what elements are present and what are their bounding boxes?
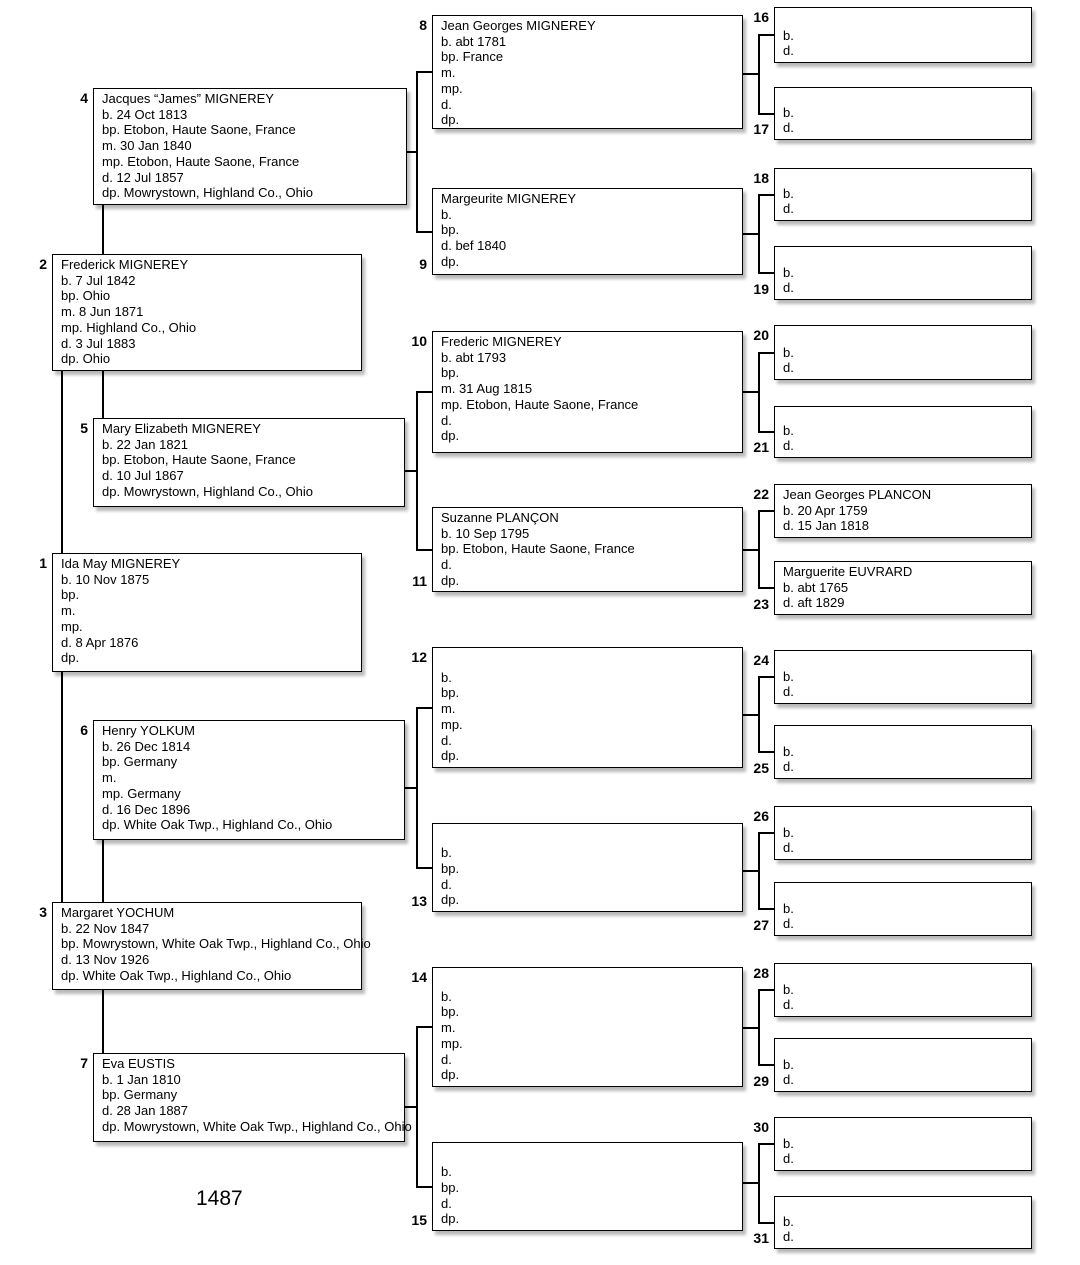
person-detail-line: bp. Etobon, Haute Saone, France	[102, 122, 296, 138]
person-detail-line: d. 28 Jan 1887	[102, 1103, 189, 1119]
person-detail-line: d.	[783, 759, 794, 775]
connector-line	[742, 1182, 760, 1184]
person-detail-line: d.	[783, 280, 794, 296]
person-number-27: 27	[753, 917, 769, 933]
person-detail-line: m.	[441, 65, 456, 81]
person-detail-line: b. 24 Oct 1813	[102, 106, 188, 122]
connector-line	[61, 370, 63, 554]
person-box-2	[52, 254, 362, 371]
person-name: Margaret YOCHUM	[61, 905, 175, 920]
person-name: Marguerite EUVRARD	[783, 564, 913, 579]
person-detail-line: m.	[61, 603, 76, 619]
person-number-21: 21	[753, 439, 769, 455]
person-box-13	[432, 823, 743, 912]
person-detail-line: d.	[441, 1195, 452, 1211]
person-number-3: 3	[39, 904, 47, 920]
person-number-8: 8	[419, 17, 427, 33]
person-detail-line: dp. White Oak Twp., Highland Co., Ohio	[102, 817, 333, 833]
person-box-6	[93, 720, 405, 840]
person-detail-line: d.	[783, 916, 794, 932]
connector-line	[758, 272, 775, 274]
person-detail-line: bp. Etobon, Haute Saone, France	[441, 541, 635, 557]
person-detail-line: d.	[783, 684, 794, 700]
connector-line	[758, 194, 775, 196]
connector-line	[416, 1026, 433, 1028]
person-box-18	[774, 168, 1032, 221]
person-detail-line: m. 8 Jun 1871	[61, 304, 144, 320]
person-detail-line: d.	[441, 1051, 452, 1067]
connector-line	[758, 1143, 775, 1145]
person-detail-line: bp.	[61, 587, 80, 603]
person-box-24	[774, 650, 1032, 704]
person-detail-line: b. 10 Nov 1875	[61, 571, 150, 587]
connector-line	[404, 470, 418, 472]
person-box-16	[774, 7, 1032, 63]
person-detail-line: bp.	[441, 685, 460, 701]
person-box-9	[432, 188, 743, 275]
connector-line	[742, 549, 760, 551]
person-box-27	[774, 882, 1032, 936]
connector-line	[742, 1027, 760, 1029]
person-detail-line: dp.	[441, 748, 460, 764]
person-name: Jean Georges MIGNEREY	[441, 18, 596, 33]
person-detail-line: bp.	[441, 860, 460, 876]
person-detail-line: dp. Mowrystown, Highland Co., Ohio	[102, 483, 313, 499]
person-detail-line: b.	[783, 264, 794, 280]
person-box-3	[52, 902, 371, 990]
person-detail-line: d.	[441, 412, 452, 428]
person-detail-line: d. 8 Apr 1876	[61, 634, 139, 650]
person-number-9: 9	[419, 256, 427, 272]
person-detail-line: bp. Ohio	[61, 288, 111, 304]
person-detail-line: d. 13 Nov 1926	[61, 952, 150, 968]
connector-line	[742, 233, 760, 235]
person-box-20	[774, 325, 1032, 380]
person-box-17	[774, 87, 1032, 140]
person-detail-line: bp.	[441, 365, 460, 381]
person-detail-line: bp.	[441, 1004, 460, 1020]
person-detail-line: b. abt 1793	[441, 349, 507, 365]
connector-line	[416, 707, 433, 709]
person-number-11: 11	[412, 573, 427, 589]
person-detail-line: b.	[783, 1056, 794, 1072]
person-detail-line: m. 30 Jan 1840	[102, 138, 192, 154]
person-detail-line: bp. France	[441, 49, 504, 65]
person-number-15: 15	[411, 1212, 427, 1228]
person-detail-line: dp.	[441, 572, 460, 588]
connector-line	[758, 431, 775, 433]
person-detail-line: dp.	[441, 253, 460, 269]
connector-line	[742, 714, 760, 716]
person-number-13: 13	[411, 893, 427, 909]
person-box-19	[774, 246, 1032, 300]
person-detail-line: b. 22 Nov 1847	[61, 920, 150, 936]
person-detail-line: dp. Mowrystown, Highland Co., Ohio	[102, 185, 313, 201]
person-detail-line: d. 12 Jul 1857	[102, 169, 184, 185]
person-detail-line: m. 31 Aug 1815	[441, 381, 533, 397]
person-box-23	[774, 561, 1032, 615]
person-detail-line: d.	[783, 438, 794, 454]
connector-line	[416, 231, 433, 233]
person-box-10	[432, 331, 743, 453]
person-name: Eva EUSTIS	[102, 1056, 175, 1071]
person-detail-line: mp. Etobon, Haute Saone, France	[441, 396, 639, 412]
person-detail-line: bp.	[441, 1179, 460, 1195]
person-number-31: 31	[753, 1230, 769, 1246]
person-number-28: 28	[753, 965, 769, 981]
person-detail-line: mp. Highland Co., Ohio	[61, 319, 197, 335]
person-box-15	[432, 1142, 743, 1231]
person-number-14: 14	[411, 969, 427, 985]
person-detail-line: bp. Germany	[102, 1087, 178, 1103]
person-box-4	[93, 88, 407, 205]
person-detail-line: mp.	[61, 618, 83, 634]
person-box-14	[432, 967, 743, 1087]
person-detail-line: b. 7 Jul 1842	[61, 272, 136, 288]
connector-line	[416, 71, 433, 73]
person-box-5	[93, 418, 405, 507]
person-detail-line: bp. Mowrystown, White Oak Twp., Highland Co., Ohio	[61, 936, 371, 952]
person-detail-line: m.	[102, 770, 117, 786]
person-detail-line: dp.	[441, 428, 460, 444]
person-detail-line: b.	[783, 422, 794, 438]
person-detail-line: b.	[783, 185, 794, 201]
person-number-6: 6	[80, 722, 88, 738]
person-name: Suzanne PLANÇON	[441, 510, 559, 525]
person-detail-line: d.	[783, 1151, 794, 1167]
person-detail-line: bp. Germany	[102, 754, 178, 770]
person-box-26	[774, 806, 1032, 860]
person-detail-line: b.	[441, 988, 452, 1004]
person-detail-line: bp.	[441, 222, 460, 238]
person-detail-line: b. 26 Dec 1814	[102, 738, 191, 754]
person-box-22	[774, 484, 1032, 538]
person-detail-line: d.	[783, 43, 794, 59]
person-detail-line: d. 15 Jan 1818	[783, 518, 870, 534]
person-detail-line: d.	[441, 876, 452, 892]
person-detail-line: b. abt 1781	[441, 33, 507, 49]
person-detail-line: dp. White Oak Twp., Highland Co., Ohio	[61, 967, 292, 983]
connector-line	[416, 1186, 433, 1188]
person-detail-line: bp. Etobon, Haute Saone, France	[102, 452, 296, 468]
person-detail-line: d.	[441, 732, 452, 748]
connector-line	[758, 1064, 775, 1066]
person-detail-line: dp.	[441, 1067, 460, 1083]
person-detail-line: b.	[783, 27, 794, 43]
person-number-25: 25	[753, 760, 769, 776]
person-box-11	[432, 507, 743, 592]
person-number-20: 20	[753, 327, 769, 343]
person-detail-line: b.	[783, 743, 794, 759]
person-detail-line: b. abt 1765	[783, 579, 849, 595]
connector-line	[758, 751, 775, 753]
person-number-16: 16	[753, 9, 769, 25]
person-box-28	[774, 963, 1032, 1017]
person-box-1	[52, 553, 362, 672]
person-number-29: 29	[753, 1073, 769, 1089]
person-detail-line: d. 16 Dec 1896	[102, 801, 191, 817]
person-detail-line: dp. Ohio	[61, 351, 111, 367]
person-detail-line: mp.	[441, 1035, 463, 1051]
person-detail-line: d.	[783, 1072, 794, 1088]
person-detail-line: dp.	[441, 1211, 460, 1227]
connector-line	[742, 391, 760, 393]
connector-line	[758, 989, 775, 991]
person-detail-line: m.	[441, 1020, 456, 1036]
person-detail-line: b.	[783, 981, 794, 997]
person-number-23: 23	[753, 596, 769, 612]
connector-line	[406, 151, 418, 153]
person-number-7: 7	[80, 1055, 88, 1071]
connector-line	[416, 391, 433, 393]
person-detail-line: d.	[441, 96, 452, 112]
person-box-29	[774, 1038, 1032, 1092]
person-detail-line: b.	[783, 824, 794, 840]
person-detail-line: d.	[783, 360, 794, 376]
person-detail-line: b.	[783, 344, 794, 360]
person-number-12: 12	[411, 649, 427, 665]
connector-line	[404, 1106, 418, 1108]
connector-line	[61, 671, 63, 903]
person-name: Mary Elizabeth MIGNEREY	[102, 421, 261, 436]
person-detail-line: b. 1 Jan 1810	[102, 1071, 181, 1087]
person-name: Henry YOLKUM	[102, 723, 195, 738]
page-number: 1487	[196, 1187, 243, 1210]
connector-line	[758, 587, 775, 589]
person-detail-line: dp.	[61, 650, 80, 666]
person-detail-line: b.	[441, 845, 452, 861]
person-detail-line: d.	[783, 1229, 794, 1245]
person-detail-line: b. 22 Jan 1821	[102, 436, 189, 452]
person-detail-line: mp.	[441, 80, 463, 96]
person-detail-line: b.	[441, 669, 452, 685]
person-detail-line: b.	[441, 1164, 452, 1180]
person-box-25	[774, 725, 1032, 779]
person-detail-line: b. 20 Apr 1759	[783, 502, 868, 518]
person-detail-line: b.	[441, 206, 452, 222]
person-detail-line: d.	[783, 201, 794, 217]
connector-line	[416, 867, 433, 869]
person-name: Jean Georges PLANCON	[783, 487, 932, 502]
person-detail-line: mp.	[441, 716, 463, 732]
connector-line	[102, 370, 104, 419]
connector-line	[758, 908, 775, 910]
person-number-17: 17	[753, 121, 769, 137]
connector-line	[758, 34, 775, 36]
connector-line	[742, 73, 760, 75]
person-detail-line: d. bef 1840	[441, 238, 507, 254]
person-number-19: 19	[753, 281, 769, 297]
connector-line	[102, 839, 104, 903]
person-detail-line: d. 3 Jul 1883	[61, 335, 136, 351]
person-box-12	[432, 647, 743, 768]
person-name: Ida May MIGNEREY	[61, 556, 181, 571]
person-detail-line: dp.	[441, 892, 460, 908]
person-number-5: 5	[80, 420, 88, 436]
connector-line	[758, 676, 775, 678]
person-box-30	[774, 1117, 1032, 1171]
person-detail-line: mp. Germany	[102, 785, 181, 801]
person-detail-line: b.	[783, 104, 794, 120]
person-detail-line: dp.	[441, 112, 460, 128]
person-number-30: 30	[753, 1119, 769, 1135]
person-box-21	[774, 406, 1032, 458]
person-number-2: 2	[39, 256, 47, 272]
connector-line	[758, 352, 775, 354]
person-box-31	[774, 1196, 1032, 1249]
person-detail-line: b.	[783, 668, 794, 684]
person-number-26: 26	[753, 808, 769, 824]
person-detail-line: d. 10 Jul 1867	[102, 468, 184, 484]
connector-line	[404, 787, 418, 789]
connector-line	[758, 832, 775, 834]
person-detail-line: b. 10 Sep 1795	[441, 525, 530, 541]
person-name: Margeurite MIGNEREY	[441, 191, 577, 206]
person-number-1: 1	[39, 555, 47, 571]
person-number-22: 22	[753, 486, 769, 502]
person-name: Frederick MIGNEREY	[61, 257, 189, 272]
person-detail-line: d.	[783, 120, 794, 136]
connector-line	[102, 204, 104, 255]
person-detail-line: b.	[783, 1213, 794, 1229]
person-number-10: 10	[411, 333, 427, 349]
person-box-8	[432, 15, 743, 129]
connector-line	[758, 1222, 775, 1224]
person-detail-line: d.	[441, 557, 452, 573]
person-detail-line: b.	[783, 900, 794, 916]
person-number-24: 24	[753, 652, 769, 668]
person-detail-line: d.	[783, 840, 794, 856]
person-detail-line: d.	[783, 997, 794, 1013]
person-name: Frederic MIGNEREY	[441, 334, 562, 349]
person-detail-line: mp. Etobon, Haute Saone, France	[102, 153, 300, 169]
connector-line	[742, 870, 760, 872]
person-detail-line: dp. Mowrystown, White Oak Twp., Highland Co., Ohio	[102, 1118, 412, 1134]
connector-line	[102, 989, 104, 1054]
connector-line	[416, 549, 433, 551]
person-number-4: 4	[80, 90, 88, 106]
person-name: Jacques “James” MIGNEREY	[102, 91, 274, 106]
connector-line	[758, 113, 775, 115]
person-box-7	[93, 1053, 412, 1142]
person-detail-line: d. aft 1829	[783, 595, 845, 611]
person-number-18: 18	[753, 170, 769, 186]
connector-line	[758, 510, 775, 512]
person-detail-line: m.	[441, 701, 456, 717]
person-detail-line: b.	[783, 1135, 794, 1151]
